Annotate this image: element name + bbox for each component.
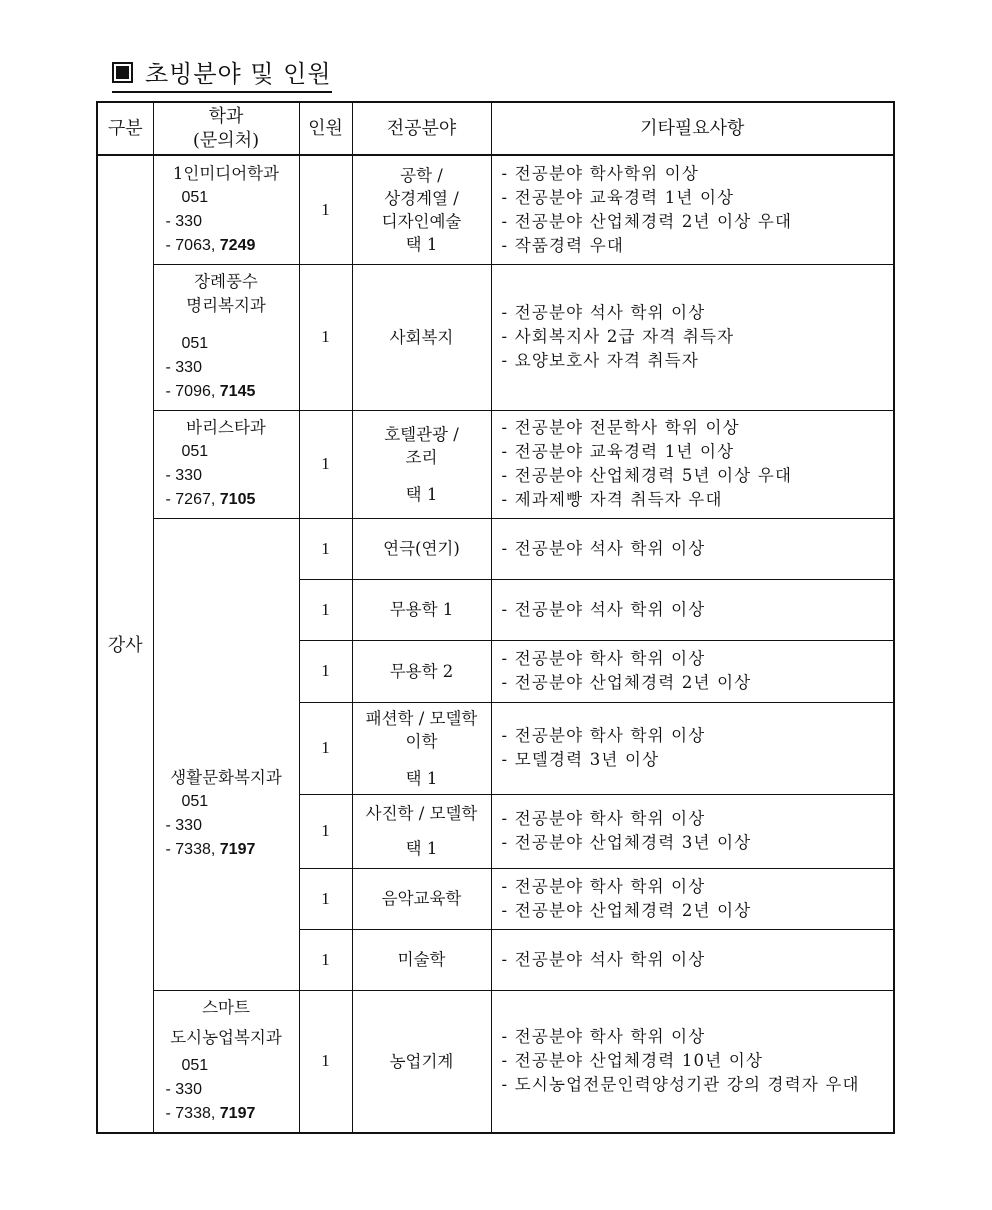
table-row	[97, 155, 894, 264]
header-gubun: 구분	[97, 102, 153, 155]
dept-name: 생활문화복지과	[170, 768, 282, 787]
square-bullet-icon	[112, 62, 133, 83]
dept-phone: 051	[181, 1057, 209, 1075]
count-cell: 1	[299, 264, 352, 410]
dept-phone: - 7338, 7197	[165, 1105, 256, 1123]
header-field: 전공분야	[352, 102, 491, 155]
dept-phone: 051	[181, 335, 209, 352]
requirements-cell: - 전공분야 학사 학위 이상 - 모델경력 3년 이상	[491, 702, 894, 794]
section-title	[112, 54, 332, 93]
count-cell: 1	[299, 579, 352, 640]
dept-phone: 051	[181, 188, 209, 206]
count-cell: 1	[299, 794, 352, 868]
count-cell: 1	[299, 929, 352, 990]
requirements-cell: - 전공분야 석사 학위 이상	[491, 929, 894, 990]
table-row	[97, 264, 894, 410]
requirements-cell: - 전공분야 석사 학위 이상	[491, 579, 894, 640]
dept-name: 스마트	[202, 998, 250, 1018]
section-title-text: 초빙분야 및 인원	[145, 60, 332, 88]
dept-phone: - 330	[165, 1081, 202, 1099]
field-cell: 미술학	[352, 929, 491, 990]
dept-name: 1인미디어학과	[172, 163, 280, 183]
header-requirements: 기타필요사항	[491, 102, 894, 155]
dept-phone: - 7096, 7145	[165, 383, 256, 400]
table-row	[97, 410, 894, 518]
count-cell: 1	[299, 155, 352, 264]
dept-phone: 051	[181, 793, 209, 810]
requirements-cell: - 전공분야 학사 학위 이상 - 전공분야 산업체경력 2년 이상	[491, 640, 894, 702]
dept-name: 장례풍수	[194, 272, 258, 291]
field-cell: 공학 / 상경계열 / 디자인예술 택 1	[352, 155, 491, 264]
requirements-cell: - 전공분야 석사 학위 이상	[491, 518, 894, 579]
header-dept-line1: 학과	[208, 105, 244, 127]
dept-phone: 051	[181, 443, 209, 460]
count-cell: 1	[299, 640, 352, 702]
requirements-cell: - 전공분야 학사 학위 이상 - 전공분야 산업체경력 2년 이상	[491, 868, 894, 929]
field-cell: 호텔관광 / 조리 택 1	[352, 410, 491, 518]
requirements-cell: - 전공분야 학사학위 이상 - 전공분야 교육경력 1년 이상 - 전공분야 산업체경력 2년 이상 우대 - 작품경력 우대	[491, 155, 894, 264]
dept-cell	[153, 264, 299, 410]
field-cell: 농업기계	[352, 990, 491, 1133]
table-row	[97, 990, 894, 1133]
count-cell: 1	[299, 518, 352, 579]
header-count: 인원	[299, 102, 352, 155]
recruitment-table	[96, 101, 895, 1134]
dept-phone: - 330	[165, 359, 202, 376]
dept-phone: - 330	[165, 467, 202, 484]
table-row	[97, 518, 894, 579]
dept-cell	[153, 155, 299, 264]
dept-phone: - 330	[165, 817, 202, 834]
count-cell: 1	[299, 868, 352, 929]
dept-name: 도시농업복지과	[170, 1028, 282, 1048]
dept-name: 명리복지과	[186, 296, 266, 315]
field-cell: 무용학 2	[352, 640, 491, 702]
requirements-cell: - 전공분야 석사 학위 이상 - 사회복지사 2급 자격 취득자 - 요양보호사 자격 취득자	[491, 264, 894, 410]
dept-phone: - 7267, 7105	[165, 491, 256, 508]
field-cell: 패션학 / 모델학 이학 택 1	[352, 702, 491, 794]
field-cell: 음악교육학	[352, 868, 491, 929]
dept-cell	[153, 518, 299, 990]
requirements-cell: - 전공분야 학사 학위 이상 - 전공분야 산업체경력 3년 이상	[491, 794, 894, 868]
requirements-cell: - 전공분야 학사 학위 이상 - 전공분야 산업체경력 10년 이상 - 도시농업전문인력양성기관 강의 경력자 우대	[491, 990, 894, 1133]
dept-name: 바리스타과	[186, 418, 266, 437]
header-department	[153, 102, 299, 155]
field-cell: 사진학 / 모델학 택 1	[352, 794, 491, 868]
field-cell: 연극(연기)	[352, 518, 491, 579]
dept-phone: - 330	[165, 212, 202, 230]
dept-phone: - 7063, 7249	[165, 236, 256, 254]
dept-cell	[153, 410, 299, 518]
dept-phone: - 7338, 7197	[165, 841, 256, 858]
requirements-cell: - 전공분야 전문학사 학위 이상 - 전공분야 교육경력 1년 이상 - 전공분야 산업체경력 5년 이상 우대 - 제과제빵 자격 취득자 우대	[491, 410, 894, 518]
count-cell: 1	[299, 410, 352, 518]
gubun-cell: 강사	[97, 155, 153, 1133]
header-row	[97, 102, 894, 155]
field-cell: 무용학 1	[352, 579, 491, 640]
field-cell: 사회복지	[352, 264, 491, 410]
dept-cell	[153, 990, 299, 1133]
count-cell: 1	[299, 702, 352, 794]
count-cell: 1	[299, 990, 352, 1133]
header-dept-line2: (문의처)	[192, 129, 260, 151]
